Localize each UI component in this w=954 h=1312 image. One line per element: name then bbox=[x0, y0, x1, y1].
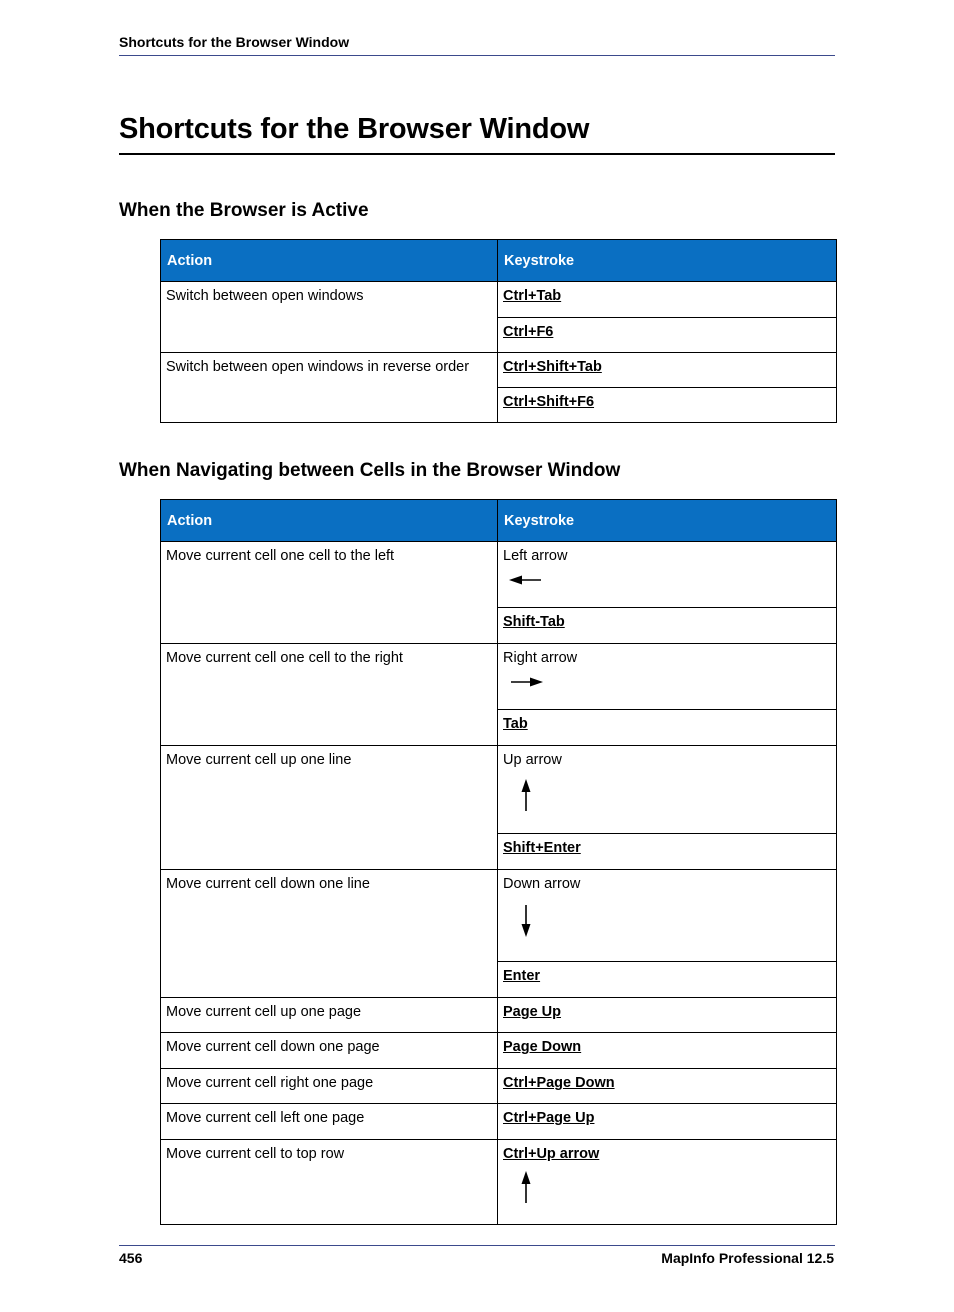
keystroke-link[interactable]: Ctrl+Page Up bbox=[503, 1110, 595, 1126]
keystroke-link[interactable]: Ctrl+Page Down bbox=[503, 1075, 615, 1091]
action-cell: Move current cell left one page bbox=[161, 1104, 498, 1140]
left-arrow-icon bbox=[509, 573, 543, 587]
keystroke-cell bbox=[498, 962, 837, 998]
table-row bbox=[161, 746, 837, 834]
table-row bbox=[161, 353, 837, 388]
up-arrow-icon bbox=[518, 779, 534, 813]
keystroke-link[interactable]: Ctrl+F6 bbox=[503, 324, 554, 340]
section-heading-navigating-cells: When Navigating between Cells in the Browser Window bbox=[119, 460, 621, 481]
action-cell: Move current cell one cell to the right bbox=[161, 644, 498, 746]
keystroke-cell bbox=[498, 1069, 837, 1104]
page-title: Shortcuts for the Browser Window bbox=[119, 113, 590, 145]
keystroke-link[interactable]: Ctrl+Shift+F6 bbox=[503, 394, 595, 410]
keystroke-link[interactable]: Shift+Enter bbox=[503, 840, 581, 856]
page-number: 456 bbox=[119, 1250, 143, 1266]
table-header-row bbox=[161, 500, 837, 542]
action-cell: Move current cell up one page bbox=[161, 998, 498, 1033]
arrow-label: Left arrow bbox=[503, 548, 568, 564]
action-cell: Move current cell right one page bbox=[161, 1069, 498, 1104]
keystroke-cell bbox=[498, 1104, 837, 1140]
table-row bbox=[161, 1104, 837, 1140]
keystroke-cell bbox=[498, 746, 837, 834]
column-header-action: Action bbox=[161, 500, 498, 542]
down-arrow-icon bbox=[518, 903, 534, 937]
table-row bbox=[161, 998, 837, 1033]
action-cell: Move current cell to top row bbox=[161, 1140, 498, 1225]
keystroke-cell bbox=[498, 998, 837, 1033]
action-cell: Move current cell down one page bbox=[161, 1033, 498, 1069]
column-header-keystroke: Keystroke bbox=[498, 240, 837, 282]
keystroke-cell bbox=[498, 710, 837, 746]
shortcuts-table-navigating-cells bbox=[160, 499, 837, 1225]
keystroke-cell bbox=[498, 870, 837, 962]
action-cell: Move current cell up one line bbox=[161, 746, 498, 870]
action-cell: Move current cell down one line bbox=[161, 870, 498, 998]
keystroke-link[interactable]: Tab bbox=[503, 716, 528, 732]
table-row bbox=[161, 1033, 837, 1069]
keystroke-link[interactable]: Ctrl+Shift+Tab bbox=[503, 359, 602, 375]
keystroke-link[interactable]: Shift-Tab bbox=[503, 614, 565, 630]
table-row bbox=[161, 282, 837, 318]
keystroke-cell bbox=[498, 834, 837, 870]
keystroke-link[interactable]: Page Down bbox=[503, 1039, 582, 1055]
keystroke-cell bbox=[498, 1140, 837, 1225]
keystroke-cell bbox=[498, 318, 837, 353]
keystroke-cell bbox=[498, 282, 837, 318]
shortcuts-table-browser-active bbox=[160, 239, 837, 423]
title-rule bbox=[119, 153, 835, 155]
keystroke-link[interactable]: Ctrl+Tab bbox=[503, 288, 562, 304]
column-header-action: Action bbox=[161, 240, 498, 282]
table-row bbox=[161, 1069, 837, 1104]
header-rule bbox=[119, 55, 835, 56]
keystroke-cell bbox=[498, 1033, 837, 1069]
table-row bbox=[161, 870, 837, 962]
running-header: Shortcuts for the Browser Window bbox=[119, 34, 350, 50]
table-header-row bbox=[161, 240, 837, 282]
keystroke-cell bbox=[498, 608, 837, 644]
keystroke-cell bbox=[498, 388, 837, 423]
keystroke-cell bbox=[498, 644, 837, 710]
action-cell: Switch between open windows bbox=[161, 282, 498, 353]
arrow-label: Right arrow bbox=[503, 650, 578, 666]
action-cell: Move current cell one cell to the left bbox=[161, 542, 498, 644]
keystroke-link[interactable]: Ctrl+Up arrow bbox=[503, 1146, 600, 1162]
right-arrow-icon bbox=[509, 675, 543, 689]
keystroke-cell bbox=[498, 542, 837, 608]
column-header-keystroke: Keystroke bbox=[498, 500, 837, 542]
action-cell: Switch between open windows in reverse order bbox=[161, 353, 498, 423]
table-row bbox=[161, 542, 837, 608]
section-heading-browser-active: When the Browser is Active bbox=[119, 200, 369, 221]
arrow-label: Up arrow bbox=[503, 752, 562, 768]
table-row bbox=[161, 644, 837, 710]
product-name: MapInfo Professional 12.5 bbox=[661, 1250, 834, 1266]
footer-rule bbox=[119, 1245, 835, 1246]
keystroke-cell bbox=[498, 353, 837, 388]
arrow-label: Down arrow bbox=[503, 876, 581, 892]
keystroke-link[interactable]: Page Up bbox=[503, 1004, 562, 1020]
up-arrow-icon bbox=[518, 1171, 534, 1205]
table-row bbox=[161, 1140, 837, 1225]
keystroke-link[interactable]: Enter bbox=[503, 968, 541, 984]
